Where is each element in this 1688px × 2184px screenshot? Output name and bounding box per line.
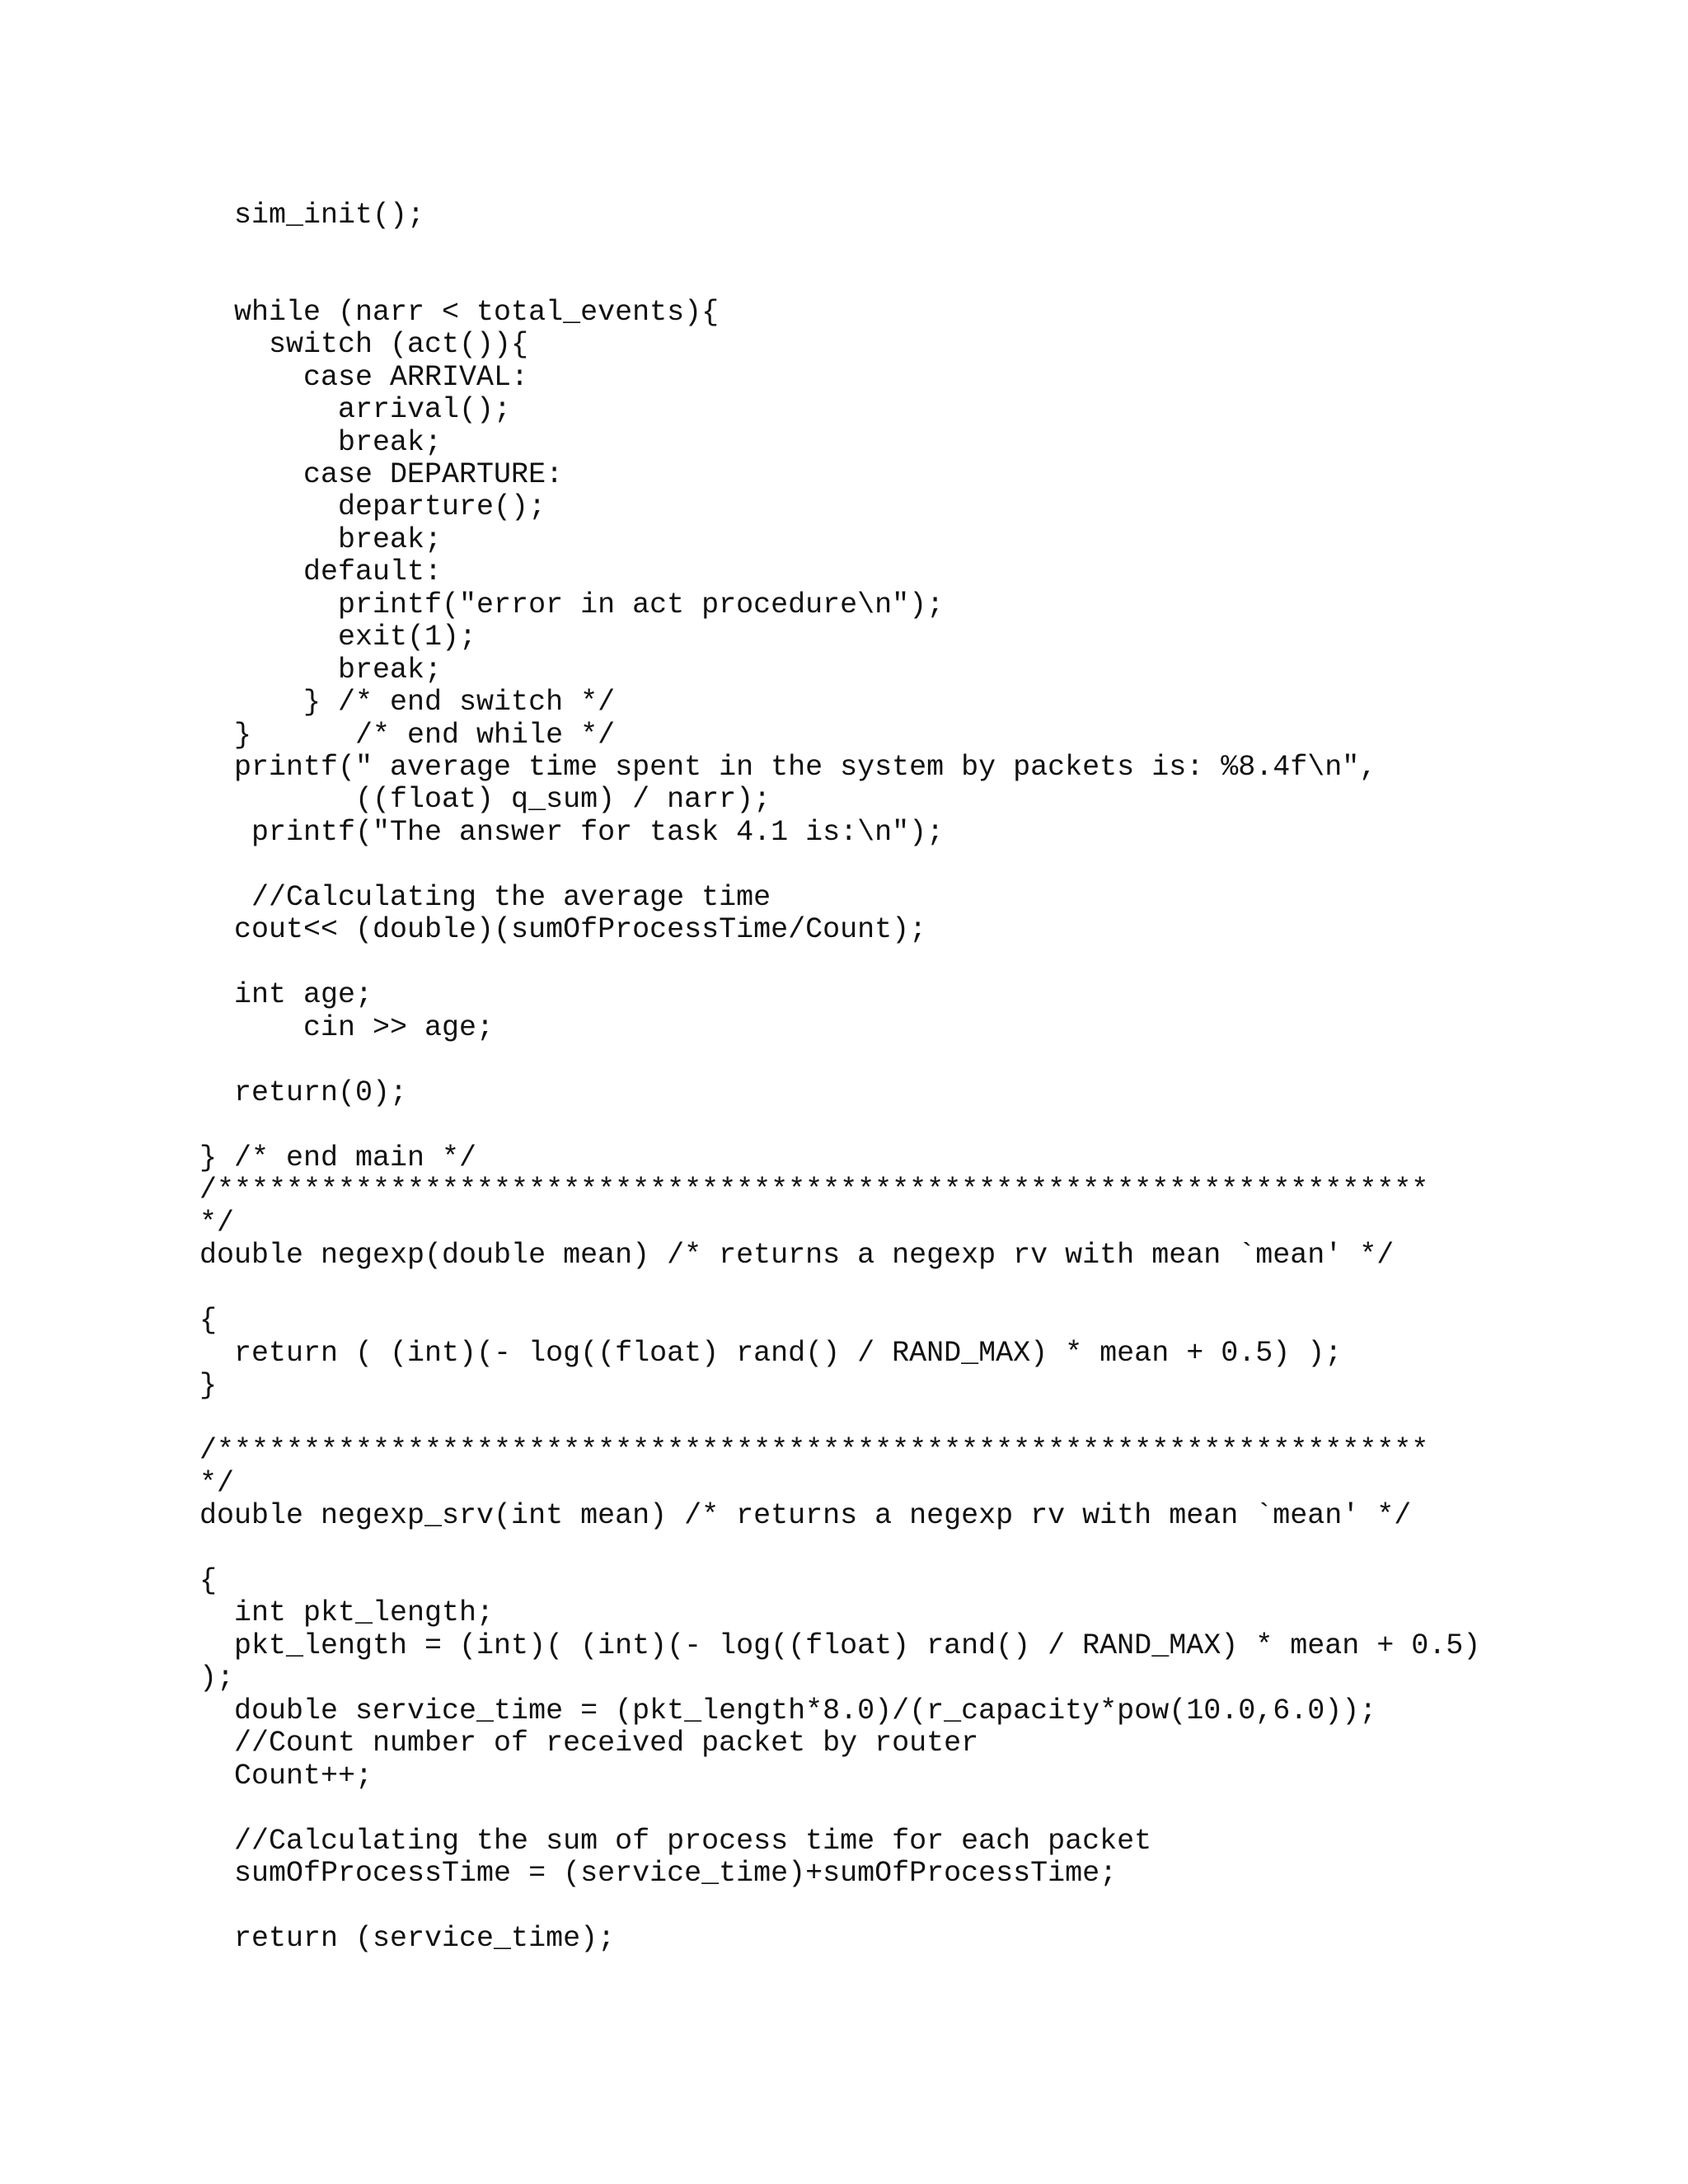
code-line: */ <box>199 1467 235 1500</box>
code-line: sumOfProcessTime = (service_time)+sumOfProcessTime; <box>199 1857 1118 1890</box>
code-line: arrival(); <box>199 393 512 426</box>
code-line: sim_init(); <box>199 199 425 232</box>
code-line: switch (act()){ <box>199 328 529 361</box>
code-line: //Calculating the average time <box>199 881 771 914</box>
code-line: Count++; <box>199 1760 373 1793</box>
code-line: printf("The answer for task 4.1 is:\n"); <box>199 816 945 849</box>
code-line: //Count number of received packet by router <box>199 1727 979 1760</box>
code-line: } /* end switch */ <box>199 686 616 719</box>
code-line: } /* end main */ <box>199 1141 477 1174</box>
code-line: int age; <box>199 978 373 1011</box>
code-line: { <box>199 1564 218 1597</box>
code-line: cin >> age; <box>199 1011 495 1044</box>
code-line: break; <box>199 523 443 556</box>
code-line: cout<< (double)(sumOfProcessTime/Count); <box>199 913 927 946</box>
code-line: double service_time = (pkt_length*8.0)/(r_capacity*pow(10.0,6.0)); <box>199 1694 1377 1727</box>
code-line: } /* end while */ <box>199 719 616 752</box>
code-line: ((float) q_sum) / narr); <box>199 783 771 816</box>
code-line: case DEPARTURE: <box>199 458 564 491</box>
code-line: int pkt_length; <box>199 1596 495 1629</box>
code-line: double negexp(double mean) /* returns a negexp rv with mean `mean' */ <box>199 1239 1395 1272</box>
code-line: printf("error in act procedure\n"); <box>199 588 945 621</box>
code-line: exit(1); <box>199 621 477 654</box>
code-line: { <box>199 1304 218 1337</box>
code-line: return ( (int)(- log((float) rand() / RAND_MAX) * mean + 0.5) ); <box>199 1337 1343 1370</box>
code-line: /********************************************************************** <box>199 1174 1429 1207</box>
code-line: default: <box>199 555 443 588</box>
code-line: case ARRIVAL: <box>199 361 529 394</box>
code-line: double negexp_srv(int mean) /* returns a negexp rv with mean `mean' */ <box>199 1499 1412 1532</box>
code-line: return (service_time); <box>199 1922 616 1955</box>
code-line: //Calculating the sum of process time for each packet <box>199 1825 1152 1858</box>
code-line: /********************************************************************** <box>199 1434 1429 1467</box>
code-line: printf(" average time spent in the system by packets is: %8.4f\n", <box>199 751 1377 784</box>
code-line: */ <box>199 1207 235 1240</box>
code-line: break; <box>199 426 443 459</box>
code-line: } <box>199 1369 218 1402</box>
code-line: pkt_length = (int)( (int)(- log((float) rand() / RAND_MAX) * mean + 0.5) <box>199 1629 1481 1662</box>
code-line: break; <box>199 654 443 687</box>
code-line: while (narr < total_events){ <box>199 296 720 329</box>
code-line: return(0); <box>199 1076 408 1109</box>
code-line: departure(); <box>199 490 546 523</box>
code-line: ); <box>199 1661 235 1694</box>
